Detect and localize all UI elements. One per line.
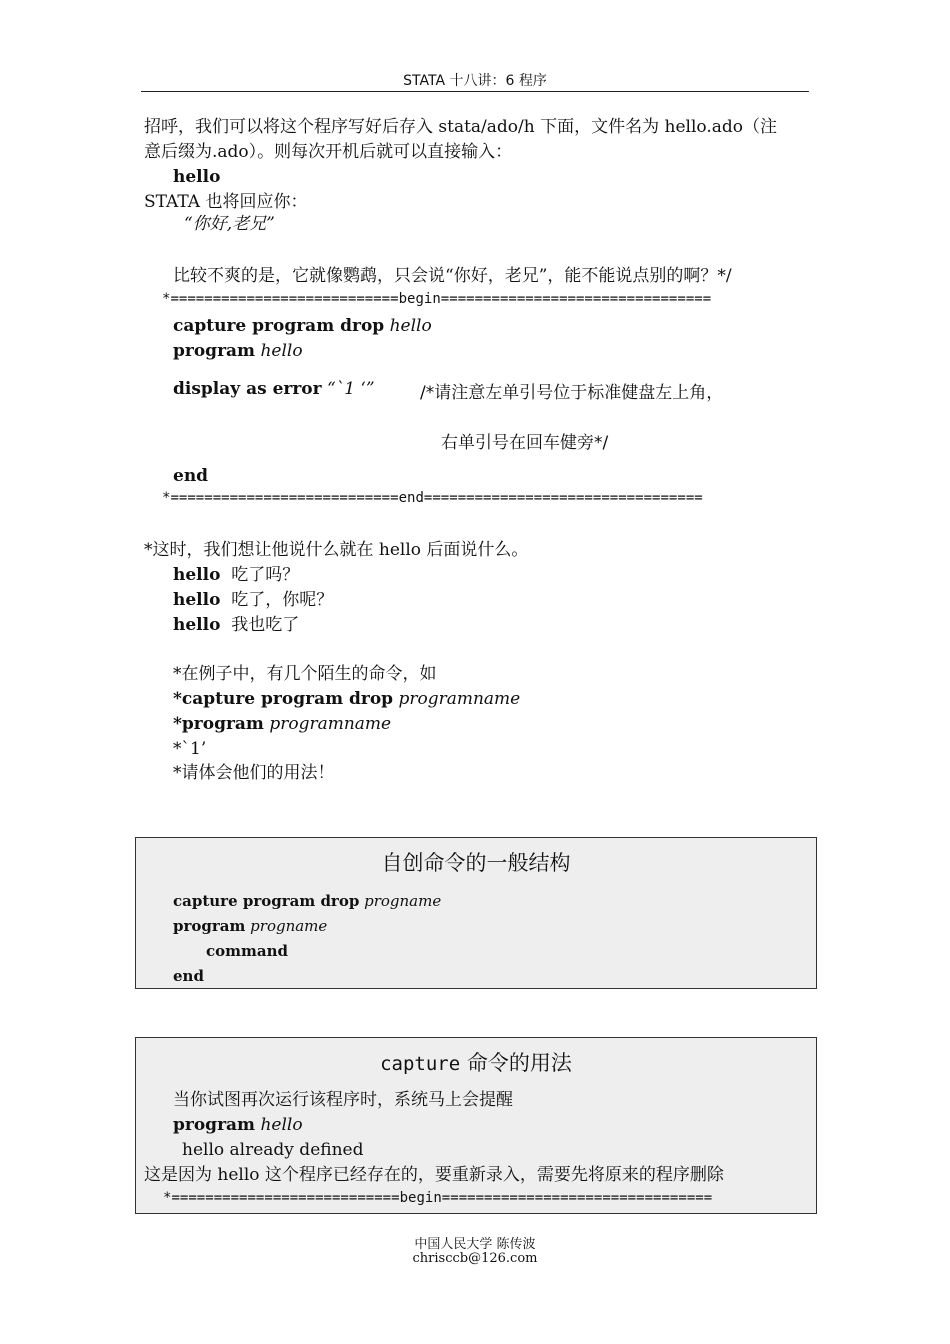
example-line [173,589,333,611]
box1-line-3: command [206,942,288,960]
block1-line-2 [173,340,303,362]
box-title-text: 命令的用法 [460,1051,572,1075]
block1-line-3 [173,378,375,400]
example-text: 吃了，你呢？ [231,590,334,610]
intro-line-1: 招呼，我们可以将这个程序写好后存入 stata/ado/h 下面，文件名为 hello.ado（注 [144,117,777,137]
box2-line-3: hello already defined [182,1140,364,1160]
keyword: *program [173,714,264,734]
footer-email: chrisccb@126.com [412,1251,538,1266]
example-command: hello [173,615,221,635]
argument: “`1 ‘” [327,379,375,399]
box-title [136,1047,816,1077]
comment-line: 比较不爽的是，它就像鹦鹉，只会说“你好，老兄”，能不能说点别的啊？*/ [173,266,732,286]
block1-note-2: 右单引号在回车健旁*/ [441,433,609,453]
keyword: capture program drop [173,316,385,336]
block1-begin-rule: *===========================begin================================ [162,291,712,307]
intro-command: hello [173,167,221,187]
box1-line-2 [173,917,327,935]
section2-item-2 [173,713,391,735]
argument: hello [389,316,432,336]
block1-line-1 [173,315,432,337]
box2-line-4: 这是因为 hello 这个程序已经存在的，要重新录入，需要先将原来的程序删除 [144,1165,724,1185]
box2-line-1: 当你试图再次运行该程序时，系统马上会提醒 [173,1090,513,1110]
example-command: hello [173,590,221,610]
example-text: 我也吃了 [231,615,300,635]
box2-begin-rule: *===========================begin================================ [163,1190,713,1206]
section2-note: *在例子中，有几个陌生的命令，如 [173,664,437,684]
keyword: capture program drop [173,892,360,910]
box1-line-4: end [173,967,204,985]
section2-intro: *这时，我们想让他说什么就在 hello 后面说什么。 [144,540,529,560]
section2-item-1 [173,688,520,710]
argument: programname [269,714,392,734]
footer-affiliation: 中国人民大学 陈传波 [414,1237,536,1252]
block1-end: end [173,466,209,486]
keyword: program [173,341,256,361]
box1-line-1 [173,892,441,910]
box2-line-2 [173,1114,303,1136]
argument: hello [260,1115,303,1135]
structure-box [135,837,817,989]
intro-response-quote: “你好,老兄” [184,214,275,234]
example-command: hello [173,565,221,585]
keyword: program [173,917,246,935]
block1-end-rule: *===========================end================================= [162,490,703,506]
example-line [173,614,299,636]
block1-note-1: /*请注意左单引号位于标准健盘左上角， [420,383,724,403]
page-header: STATA 十八讲：6 程序 [403,73,547,89]
intro-response-label: STATA 也将回应你： [144,192,308,212]
box-title: 自创命令的一般结构 [381,851,571,875]
intro-line-2: 意后缀为.ado）。则每次开机后就可以直接输入： [144,142,513,162]
section2-item-4: *请体会他们的用法！ [173,763,335,783]
section2-item-3: *`1’ [173,739,207,759]
box-title-command: capture [380,1053,461,1075]
capture-usage-box [135,1037,817,1214]
keyword: display as error [173,379,322,399]
argument: hello [260,341,303,361]
header-rule [141,91,809,92]
argument: progname [364,892,442,910]
argument: progname [250,917,328,935]
keyword: *capture program drop [173,689,394,709]
keyword: program [173,1115,256,1135]
example-line [173,564,299,586]
example-text: 吃了吗？ [231,565,300,585]
argument: programname [398,689,521,709]
